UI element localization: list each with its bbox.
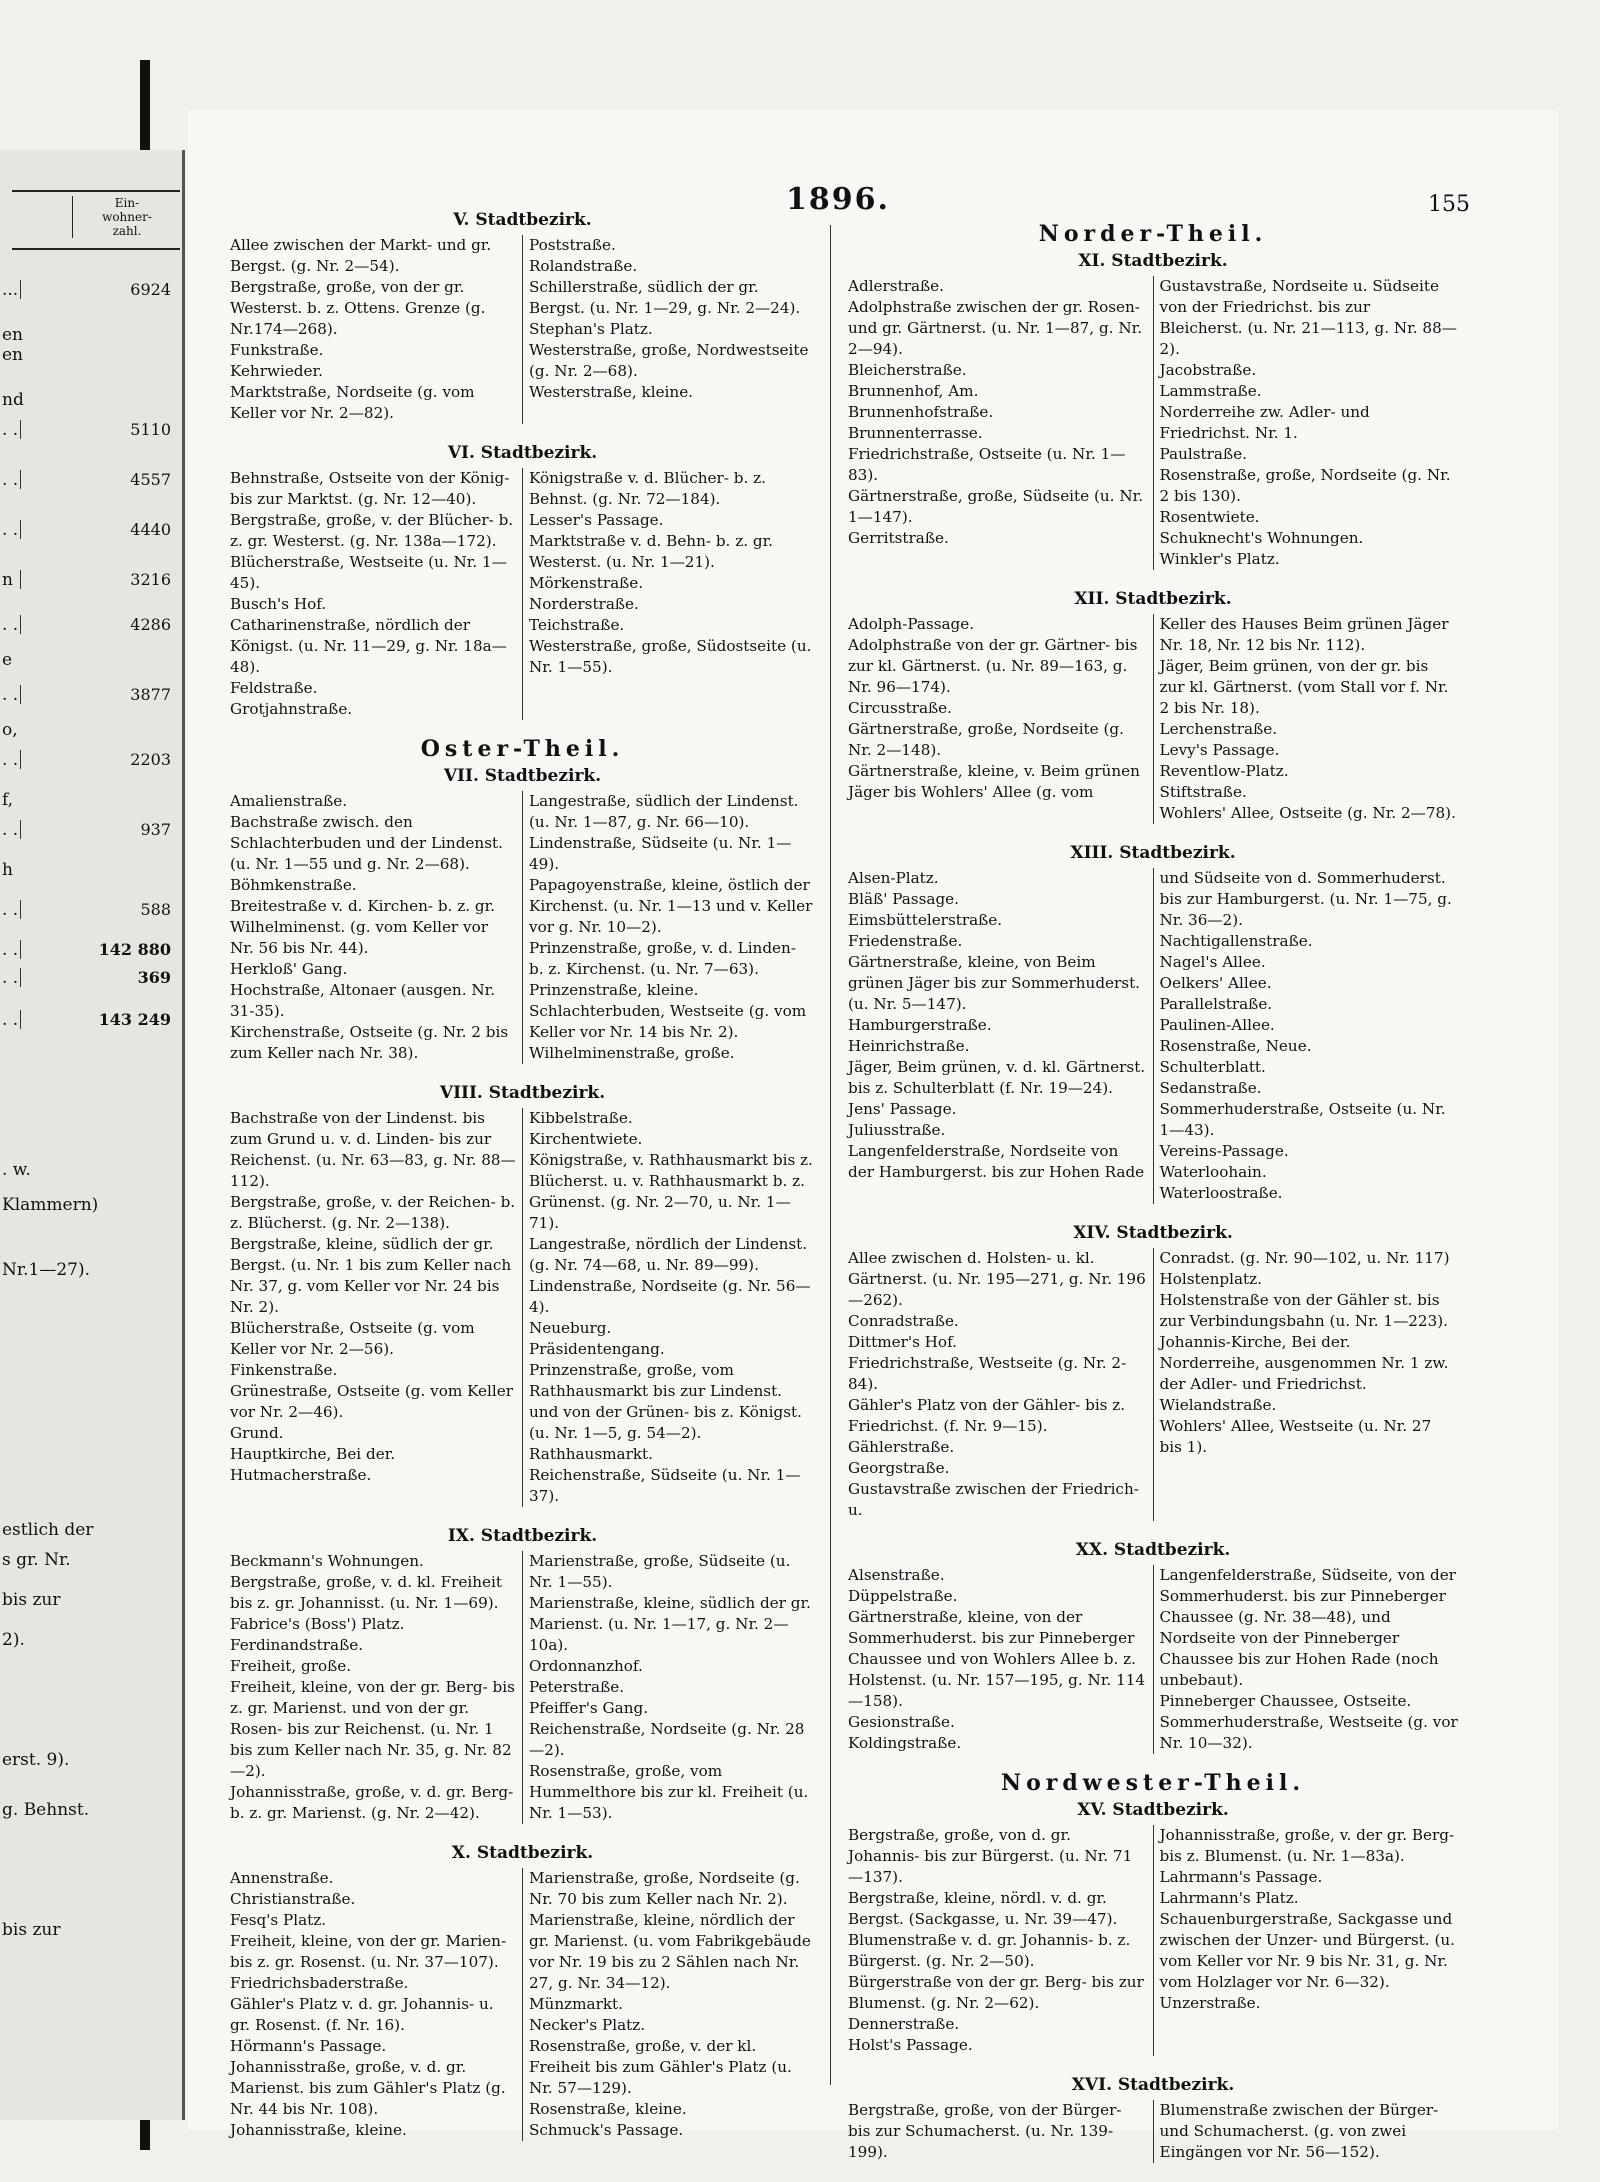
prev-row-label: n [2, 570, 13, 590]
prev-row-label: . . [2, 940, 19, 960]
street-entry: Waterloohain. [1159, 1163, 1267, 1181]
street-entry: Bergstraße, große, v. der Reichen- b. z. Blücherst. (g. Nr. 2—138). [230, 1193, 516, 1232]
street-entry: Adolphstraße von der gr. Gärtner- bis zur kl. Gärtnerst. (u. Nr. 89—163, g. Nr. 96—174). [848, 636, 1138, 696]
street-entry: Allee zwischen d. Holsten- u. kl. Gärtnerst. (u. Nr. 195—271, g. Nr. 196—262). [848, 1249, 1146, 1309]
street-entry: Schulterblatt. [1159, 1058, 1266, 1076]
entries-left [230, 1108, 522, 1507]
street-entry: Jacobstraße. [1159, 361, 1257, 379]
entries-right [1153, 1248, 1459, 1521]
street-entry: Westerstraße, große, Nordwestseite (g. Nr. 2—68). [529, 341, 809, 380]
street-entry: Gähler's Platz von der Gähler- bis z. Friedrichst. (f. Nr. 9—15). [848, 1396, 1126, 1435]
street-entry: Prinzenstraße, große, v. d. Linden- b. z. Kirchenst. (u. Nr. 7—63). [529, 939, 796, 978]
year-heading: 1896. [786, 182, 890, 217]
street-entry: Marienstraße, kleine, nördlich der gr. Marienst. (u. vom Fabrikgebäude vor Nr. 19 bis zu 2 Sählen nach Nr. 27, g. Nr. 34—12). [529, 1911, 811, 1992]
prev-page-fragment: Nr.1—27). [2, 1260, 91, 1280]
street-entry: Gustavstraße zwischen der Friedrich- u. [848, 1480, 1139, 1519]
street-entry: Adolph-Passage. [848, 615, 975, 633]
entries-right [1153, 2100, 1459, 2163]
street-entry: Sommerhuderstraße, Westseite (g. vor Nr. 10—32). [1159, 1713, 1458, 1752]
district-heading: XI. Stadtbezirk. [1078, 251, 1228, 271]
prev-row-label: . . [2, 420, 19, 440]
prev-row-value: 3877 [20, 685, 171, 704]
street-entry: Friedenstraße. [848, 932, 963, 950]
entries-left [848, 1565, 1153, 1754]
street-entry: Fesq's Platz. [230, 1911, 327, 1929]
prev-row-label: . . [2, 900, 19, 920]
prev-row-value: 143 249 [20, 1010, 171, 1029]
street-entry: Gesionstraße. [848, 1713, 955, 1731]
street-entry: Bachstraße von der Lindenst. bis zum Grund u. v. d. Linden- bis zur Reichenst. (u. Nr. 63—83, g. Nr. 88—112). [230, 1109, 516, 1190]
prev-page-fragment: . w. [2, 1160, 31, 1180]
prev-row-value: 4557 [20, 470, 171, 489]
street-entry: Lahrmann's Platz. [1159, 1889, 1299, 1907]
prev-page-fragment: g. Behnst. [2, 1800, 90, 1820]
street-entry: Wilhelminenstraße, große. [529, 1044, 735, 1062]
street-entry: Gärtnerstraße, große, Südseite (u. Nr. 1—147). [848, 487, 1144, 526]
entries-left [848, 868, 1153, 1204]
street-entry: Koldingstraße. [848, 1734, 962, 1752]
street-entry: Johannisstraße, große, v. d. gr. Berg- b. z. gr. Marienst. (g. Nr. 2—42). [230, 1783, 514, 1822]
street-entry: Parallelstraße. [1159, 995, 1273, 1013]
street-entry: Funkstraße. [230, 341, 324, 359]
district-heading: VI. Stadtbezirk. [447, 443, 598, 463]
prev-row-value: 3216 [20, 570, 171, 589]
street-entry: Mörkenstraße. [529, 574, 644, 592]
street-entry: Lammstraße. [1159, 382, 1262, 400]
street-entry: Bergstraße, große, von d. gr. Johannis- bis zur Bürgerst. (u. Nr. 71—137). [848, 1826, 1133, 1886]
street-entry: Bergstraße, große, v. der Blücher- b. z. gr. Westerst. (g. Nr. 138a—172). [230, 511, 514, 550]
street-entry: Necker's Platz. [529, 2016, 646, 2034]
street-entry: Holstenstraße von der Gähler st. bis zur Verbindungsbahn (u. Nr. 1—223). [1159, 1291, 1449, 1330]
street-entry: Breitestraße v. d. Kirchen- b. z. gr. Wilhelminenst. (g. vom Keller vor Nr. 56 bis Nr. 44). [230, 897, 495, 957]
prev-row-label: . . [2, 520, 19, 540]
prev-row-value: 369 [20, 968, 171, 987]
street-entry: Fabrice's (Boss') Platz. [230, 1615, 405, 1633]
part-heading: Norder-Theil. [1038, 221, 1268, 247]
prev-row-label: h [2, 860, 13, 880]
district-heading: XVI. Stadtbezirk. [1071, 2075, 1235, 2095]
street-entry: Lesser's Passage. [529, 511, 664, 529]
street-entry: Keller des Hauses Beim grünen Jäger Nr. 18, Nr. 12 bis Nr. 112). [1159, 615, 1449, 654]
street-entry: Paulinen-Allee. [1159, 1016, 1275, 1034]
street-entry: Wohlers' Allee, Westseite (u. Nr. 27 bis 1). [1159, 1417, 1432, 1456]
street-entry: Johannisstraße, große, v. d. gr. Marienst. bis zum Gähler's Platz (g. Nr. 44 bis Nr. 108). [230, 2058, 506, 2118]
street-entry: Stiftstraße. [1159, 783, 1247, 801]
street-entry: Paulstraße. [1159, 445, 1247, 463]
page-number: 155 [1428, 192, 1470, 217]
street-entry: und Südseite von d. Sommerhuderst. bis zur Hamburgerst. (u. Nr. 1—75, g. Nr. 36—2). [1159, 869, 1452, 929]
street-entry: Lindenstraße, Nordseite (g. Nr. 56—4). [529, 1277, 811, 1316]
street-entry: Rosenstraße, Neue. [1159, 1037, 1312, 1055]
entries-left [848, 614, 1153, 824]
street-entry: Grotjahnstraße. [230, 700, 353, 718]
street-entry: Oelkers' Allee. [1159, 974, 1272, 992]
street-entry: Annenstraße. [230, 1869, 334, 1887]
entries-left [848, 2100, 1153, 2163]
street-entry: Böhmkenstraße. [230, 876, 357, 894]
prev-page-fragment: Klammern) [2, 1195, 99, 1215]
district-entries [848, 1248, 1458, 1522]
district-heading: V. Stadtbezirk. [453, 210, 592, 230]
street-entry: Levy's Passage. [1159, 741, 1280, 759]
district-heading: VII. Stadtbezirk. [443, 766, 602, 786]
street-entry: Langestraße, südlich der Lindenst. (u. Nr. 1—87, g. Nr. 66—10). [529, 792, 799, 831]
street-entry: Behnstraße, Ostseite von der König- bis zur Marktst. (g. Nr. 12—40). [230, 469, 510, 508]
street-entry: Johannis-Kirche, Bei der. [1159, 1333, 1351, 1351]
street-entry: Bergstraße, große, von der gr. Westerst. b. z. Ottens. Grenze (g. Nr.174—268). [230, 278, 486, 338]
district-heading: XIV. Stadtbezirk. [1073, 1223, 1233, 1243]
street-entry: Kehrwieder. [230, 362, 323, 380]
street-entry: Marienstraße, große, Nordseite (g. Nr. 70 bis zum Keller nach Nr. 2). [529, 1869, 800, 1908]
district-entries [848, 868, 1458, 1205]
street-entry: Gählerstraße. [848, 1438, 955, 1456]
district-entries [230, 1108, 815, 1508]
street-entry: Rosenstraße, große, Nordseite (g. Nr. 2 bis 130). [1159, 466, 1451, 505]
street-entry: Peterstraße. [529, 1678, 625, 1696]
street-entry: Prinzenstraße, kleine. [529, 981, 699, 999]
district-heading: XIII. Stadtbezirk. [1070, 843, 1236, 863]
street-entry: Westerstraße, große, Südostseite (u. Nr. 1—55). [529, 637, 812, 676]
street-entry: Jäger, Beim grünen, v. d. kl. Gärtnerst. bis z. Schulterblatt (f. Nr. 19—24). [848, 1058, 1146, 1097]
street-entry: Bleicherstraße. [848, 361, 967, 379]
district-heading: X. Stadtbezirk. [451, 1843, 594, 1863]
prev-page-fragment: erst. 9). [2, 1750, 70, 1770]
street-entry: Marktstraße v. d. Behn- b. z. gr. Westerst. (u. Nr. 1—21). [529, 532, 773, 571]
street-entry: Grünestraße, Ostseite (g. vom Keller vor Nr. 2—46). [230, 1382, 513, 1421]
street-entry: Poststraße. [529, 236, 616, 254]
entries-left [230, 235, 522, 424]
street-entry: Vereins-Passage. [1159, 1142, 1289, 1160]
street-entry: Königstraße v. d. Blücher- b. z. Behnst. (g. Nr. 72—184). [529, 469, 766, 508]
entries-right [522, 1868, 815, 2141]
street-entry: Johannisstraße, kleine. [230, 2121, 407, 2139]
street-entry: Gähler's Platz v. d. gr. Johannis- u. gr. Rosenst. (f. Nr. 16). [230, 1995, 494, 2034]
prev-row-value: 6924 [20, 280, 171, 299]
street-entry: Sedanstraße. [1159, 1079, 1262, 1097]
right-column [848, 218, 1458, 2182]
street-entry: Hauptkirche, Bei der. [230, 1445, 396, 1463]
street-entry: Conradstraße. [848, 1312, 959, 1330]
prev-row-value: 4440 [20, 520, 171, 539]
entries-right [522, 791, 815, 1064]
street-entry: Rosenstraße, große, vom Hummelthore bis zur kl. Freiheit (u. Nr. 1—53). [529, 1762, 809, 1822]
street-entry: Brunnenhofstraße. [848, 403, 994, 421]
district-entries [230, 468, 815, 721]
street-entry: Schmuck's Passage. [529, 2121, 684, 2139]
street-entry: Allee zwischen der Markt- und gr. Bergst. (g. Nr. 2—54). [230, 236, 492, 275]
prev-row-value: 2203 [20, 750, 171, 769]
part-heading: Oster-Theil. [420, 736, 625, 762]
prev-row-value: 588 [20, 900, 171, 919]
street-entry: Schauenburgerstraße, Sackgasse und zwischen der Unzer- und Bürgerst. (u. vom Keller vor Nr. 9 bis Nr. 31, g. Nr. vom Holzlager vor Nr. 6—32). [1159, 1910, 1455, 1991]
street-entry: Beckmann's Wohnungen. [230, 1552, 424, 1570]
district-heading: IX. Stadtbezirk. [447, 1526, 598, 1546]
street-entry: Sommerhuderstraße, Ostseite (u. Nr. 1—43). [1159, 1100, 1446, 1139]
district-entries [848, 1825, 1458, 2057]
entries-left [848, 1825, 1153, 2056]
part-heading: Nordwester-Theil. [1000, 1770, 1306, 1796]
street-entry: Bürgerstraße von der gr. Berg- bis zur Blumenst. (g. Nr. 2—62). [848, 1973, 1144, 2012]
street-entry: Düppelstraße. [848, 1587, 958, 1605]
street-entry: Jäger, Beim grünen, von der gr. bis zur kl. Gärtnerst. (vom Stall vor f. Nr. 2 bis Nr. 18). [1159, 657, 1449, 717]
street-entry: Rosentwiete. [1159, 508, 1260, 526]
page [188, 110, 1558, 2161]
prev-row-label: . . [2, 470, 19, 490]
street-entry: Friedrichstraße, Ostseite (u. Nr. 1—83). [848, 445, 1126, 484]
prev-row-label: en [2, 345, 24, 365]
street-entry: Conradst. (g. Nr. 90—102, u. Nr. 117) [1159, 1249, 1450, 1267]
street-entry: Herkloß' Gang. [230, 960, 348, 978]
street-entry: Reventlow-Platz. [1159, 762, 1289, 780]
street-entry: Bergstraße, große, von der Bürger- bis zur Schumacherst. (u. Nr. 139-199). [848, 2101, 1122, 2161]
prev-row-value: 4286 [20, 615, 171, 634]
street-entry: Rosenstraße, große, v. der kl. Freiheit bis zum Gähler's Platz (u. Nr. 57—129). [529, 2037, 792, 2097]
district-heading: XV. Stadtbezirk. [1077, 1800, 1229, 1820]
prev-row-label: . . [2, 750, 19, 770]
street-entry: Ferdinandstraße. [230, 1636, 364, 1654]
street-entry: Gärtnerstraße, kleine, von Beim grünen Jäger bis zur Sommerhuderst. (u. Nr. 5—147). [848, 953, 1141, 1013]
street-entry: Teichstraße. [529, 616, 625, 634]
street-entry: Hutmacherstraße. [230, 1466, 372, 1484]
street-entry: Bachstraße zwisch. den Schlachterbuden und der Lindenst. (u. Nr. 1—55 und g. Nr. 2—68). [230, 813, 503, 873]
street-entry: Neueburg. [529, 1319, 612, 1337]
entries-right [1153, 1565, 1459, 1754]
street-entry: Blumenstraße v. d. gr. Johannis- b. z. Bürgerst. (g. Nr. 2—50). [848, 1931, 1131, 1970]
street-entry: Alsenstraße. [848, 1566, 945, 1584]
street-entry: Rosenstraße, kleine. [529, 2100, 687, 2118]
district-heading: XX. Stadtbezirk. [1075, 1540, 1231, 1560]
district-heading: VIII. Stadtbezirk. [439, 1083, 606, 1103]
entries-right [1153, 1825, 1459, 2056]
street-entry: Finkenstraße. [230, 1361, 338, 1379]
street-entry: Norderstraße. [529, 595, 639, 613]
street-entry: Brunnenterrasse. [848, 424, 983, 442]
street-entry: Norderreihe, ausgenommen Nr. 1 zw. der Adler- und Friedrichst. [1159, 1354, 1449, 1393]
street-entry: Blücherstraße, Westseite (u. Nr. 1—45). [230, 553, 507, 592]
previous-page [0, 150, 185, 2120]
street-entry: Bläß' Passage. [848, 890, 959, 908]
street-entry: Grund. [230, 1424, 284, 1442]
street-entry: Kirchenstraße, Ostseite (g. Nr. 2 bis zum Keller nach Nr. 38). [230, 1023, 509, 1062]
street-entry: Nachtigallenstraße. [1159, 932, 1313, 950]
district-entries [848, 276, 1458, 571]
street-entry: Bergstraße, kleine, nördl. v. d. gr. Bergst. (Sackgasse, u. Nr. 39—47). [848, 1889, 1118, 1928]
street-entry: Georgstraße. [848, 1459, 950, 1477]
entries-left [230, 1551, 522, 1824]
prev-page-table-header [12, 190, 180, 250]
prev-page-fragment: s gr. Nr. [2, 1550, 71, 1570]
street-entry: Blumenstraße zwischen der Bürger- und Schumacherst. (g. von zwei Eingängen vor Nr. 56—152). [1159, 2101, 1439, 2161]
street-entry: Lerchenstraße. [1159, 720, 1278, 738]
street-entry: Freiheit, kleine, von der gr. Marien- bis z. gr. Rosenst. (u. Nr. 37—107). [230, 1932, 507, 1971]
street-entry: Amalienstraße. [230, 792, 348, 810]
street-entry: Wohlers' Allee, Ostseite (g. Nr. 2—78). [1159, 804, 1456, 822]
street-entry: Heinrichstraße. [848, 1037, 970, 1055]
street-entry: Gerritstraße. [848, 529, 949, 547]
street-entry: Papagoyenstraße, kleine, östlich der Kirchenst. (u. Nr. 1—13 und v. Keller vor g. Nr. 10—2). [529, 876, 813, 936]
prev-row-label: . . [2, 685, 19, 705]
street-entry: Busch's Hof. [230, 595, 327, 613]
prev-row-label: o, [2, 720, 18, 740]
street-entry: Bergstraße, kleine, südlich der gr. Bergst. (u. Nr. 1 bis zum Keller nach Nr. 37, g. vom Keller vor Nr. 24 bis Nr. 2). [230, 1235, 512, 1316]
entries-left [848, 276, 1153, 570]
prev-row-label: . . [2, 1010, 19, 1030]
prev-page-fragment: estlich der [2, 1520, 94, 1540]
street-entry: Holstenplatz. [1159, 1270, 1262, 1288]
street-entry: Kirchentwiete. [529, 1130, 643, 1148]
street-entry: Hochstraße, Altonaer (ausgen. Nr. 31-35). [230, 981, 496, 1020]
street-entry: Unzerstraße. [1159, 1994, 1261, 2012]
street-entry: Freiheit, große. [230, 1657, 352, 1675]
street-entry: Langenfelderstraße, Nordseite von der Hamburgerst. bis zur Hohen Rade [848, 1142, 1145, 1181]
district-entries [230, 791, 815, 1065]
street-entry: Rolandstraße. [529, 257, 638, 275]
einwohnerzahl-header: Ein- wohner- zahl. [72, 196, 177, 238]
street-entry: Hamburgerstraße. [848, 1016, 992, 1034]
entries-left [230, 468, 522, 720]
street-entry: Pinneberger Chaussee, Ostseite. [1159, 1692, 1412, 1710]
street-entry: Gärtnerstraße, große, Nordseite (g. Nr. 2—148). [848, 720, 1124, 759]
street-entry: Prinzenstraße, große, vom Rathhausmarkt bis zur Lindenst. und von der Grünen- bis z. Königst. (u. Nr. 1—5, g. 54—2). [529, 1361, 802, 1442]
street-entry: Kibbelstraße. [529, 1109, 633, 1127]
street-entry: Königstraße, v. Rathhausmarkt bis z. Blücherst. u. v. Rathhausmarkt b. z. Grünenst. (g. Nr. 2—70, u. Nr. 1—71). [529, 1151, 813, 1232]
prev-row-label: f, [2, 790, 14, 810]
entries-right [522, 1108, 815, 1507]
prev-row-label: . . [2, 615, 19, 635]
entries-left [230, 791, 522, 1064]
street-entry: Gustavstraße, Nordseite u. Südseite von der Friedrichst. bis zur Bleicherst. (u. Nr. 21—113, g. Nr. 88—2). [1159, 277, 1457, 358]
street-entry: Gärtnerstraße, kleine, v. Beim grünen Jäger bis Wohlers' Allee (g. vom [848, 762, 1140, 801]
street-entry: Adolphstraße zwischen der gr. Rosen- und gr. Gärtnerst. (u. Nr. 1—87, g. Nr. 2—94). [848, 298, 1143, 358]
entries-left [230, 1868, 522, 2141]
entries-right [1153, 868, 1459, 1204]
street-entry: Blücherstraße, Ostseite (g. vom Keller vor Nr. 2—56). [230, 1319, 475, 1358]
street-entry: Christianstraße. [230, 1890, 356, 1908]
street-entry: Friedrichstraße, Westseite (g. Nr. 2-84). [848, 1354, 1127, 1393]
district-entries [230, 1551, 815, 1825]
prev-row-label: e [2, 650, 13, 670]
street-entry: Lahrmann's Passage. [1159, 1868, 1323, 1886]
street-entry: Catharinenstraße, nördlich der Königst. (u. Nr. 11—29, g. Nr. 18a—48). [230, 616, 507, 676]
district-heading: XII. Stadtbezirk. [1074, 589, 1232, 609]
prev-page-fragment: bis zur [2, 1920, 61, 1940]
street-entry: Brunnenhof, Am. [848, 382, 979, 400]
street-entry: Freiheit, kleine, von der gr. Berg- bis z. gr. Marienst. und von der gr. Rosen- bis zur Reichenst. (u. Nr. 1 bis zum Keller nach Nr. 35, g. Nr. 82—2). [230, 1678, 515, 1780]
street-entry: Präsidentengang. [529, 1340, 665, 1358]
entries-right [1153, 276, 1459, 570]
street-entry: Münzmarkt. [529, 1995, 623, 2013]
street-entry: Schillerstraße, südlich der gr. Bergst. (u. Nr. 1—29, g. Nr. 2—24). [529, 278, 801, 317]
street-entry: Norderreihe zw. Adler- und Friedrichst. Nr. 1. [1159, 403, 1370, 442]
street-entry: Adlerstraße. [848, 277, 944, 295]
street-entry: Feldstraße. [230, 679, 318, 697]
street-entry: Westerstraße, kleine. [529, 383, 694, 401]
prev-page-fragment: 2). [2, 1630, 25, 1650]
prev-row-label: en [2, 325, 24, 345]
prev-row-value: 937 [20, 820, 171, 839]
street-entry: Wielandstraße. [1159, 1396, 1277, 1414]
street-entry: Ordonnanzhof. [529, 1657, 643, 1675]
street-entry: Pfeiffer's Gang. [529, 1699, 649, 1717]
street-entry: Nagel's Allee. [1159, 953, 1266, 971]
entries-right [522, 235, 815, 424]
street-entry: Friedrichsbaderstraße. [230, 1974, 409, 1992]
prev-row-value: 142 880 [20, 940, 171, 959]
street-entry: Hörmann's Passage. [230, 2037, 387, 2055]
street-entry: Lindenstraße, Südseite (u. Nr. 1—49). [529, 834, 792, 873]
prev-row-label: nd [2, 390, 24, 410]
street-entry: Dennerstraße. [848, 2015, 960, 2033]
street-entry: Reichenstraße, Südseite (u. Nr. 1—37). [529, 1466, 801, 1505]
street-entry: Gärtnerstraße, kleine, von der Sommerhuderst. bis zur Pinneberger Chaussee und von Wohlers Allee b. z. Holstenst. (u. Nr. 157—195, g. Nr. 114—158). [848, 1608, 1146, 1710]
street-entry: Schlachterbuden, Westseite (g. vom Keller vor Nr. 14 bis Nr. 2). [529, 1002, 807, 1041]
district-entries [848, 614, 1458, 825]
street-entry: Rathhausmarkt. [529, 1445, 653, 1463]
street-entry: Johannisstraße, große, v. der gr. Berg- bis z. Blumenst. (u. Nr. 1—83a). [1159, 1826, 1455, 1865]
street-entry: Marktstraße, Nordseite (g. vom Keller vor Nr. 2—82). [230, 383, 475, 422]
district-entries [230, 235, 815, 425]
street-entry: Reichenstraße, Nordseite (g. Nr. 28—2). [529, 1720, 805, 1759]
street-entry: Juliusstraße. [848, 1121, 946, 1139]
district-entries [848, 1565, 1458, 1755]
prev-row-value: 5110 [20, 420, 171, 439]
entries-right [1153, 614, 1459, 824]
prev-row-label: . . [2, 820, 19, 840]
street-entry: Alsen-Platz. [848, 869, 939, 887]
entries-right [522, 1551, 815, 1824]
district-entries [848, 2100, 1458, 2164]
street-entry: Jens' Passage. [848, 1100, 957, 1118]
street-entry: Eimsbüttelerstraße. [848, 911, 1003, 929]
street-entry: Marienstraße, große, Südseite (u. Nr. 1—55). [529, 1552, 791, 1591]
street-entry: Waterloostraße. [1159, 1184, 1283, 1202]
prev-page-fragment: bis zur [2, 1590, 61, 1610]
column-divider [830, 225, 831, 2085]
street-entry: Schuknecht's Wohnungen. [1159, 529, 1364, 547]
district-entries [230, 1868, 815, 2142]
street-entry: Bergstraße, große, v. d. kl. Freiheit bis z. gr. Johannisst. (u. Nr. 1—69). [230, 1573, 502, 1612]
entries-right [522, 468, 815, 720]
street-entry: Winkler's Platz. [1159, 550, 1280, 568]
street-entry: Langenfelderstraße, Südseite, von der Sommerhuderst. bis zur Pinneberger Chaussee (g. Nr. 38—48), und Nordseite von der Pinneberger Chaussee bis zur Hohen Rade (noch unbebaut). [1159, 1566, 1456, 1689]
street-entry: Stephan's Platz. [529, 320, 653, 338]
entries-left [848, 1248, 1153, 1521]
street-entry: Dittmer's Hof. [848, 1333, 957, 1351]
street-entry: Circusstraße. [848, 699, 952, 717]
left-column [230, 210, 815, 2160]
street-entry: Langestraße, nördlich der Lindenst. (g. Nr. 74—68, u. Nr. 89—99). [529, 1235, 808, 1274]
prev-row-label: . . [2, 968, 19, 988]
prev-row-label: ... [2, 280, 19, 300]
street-entry: Holst's Passage. [848, 2036, 973, 2054]
street-entry: Marienstraße, kleine, südlich der gr. Marienst. (u. Nr. 1—17, g. Nr. 2—10a). [529, 1594, 811, 1654]
